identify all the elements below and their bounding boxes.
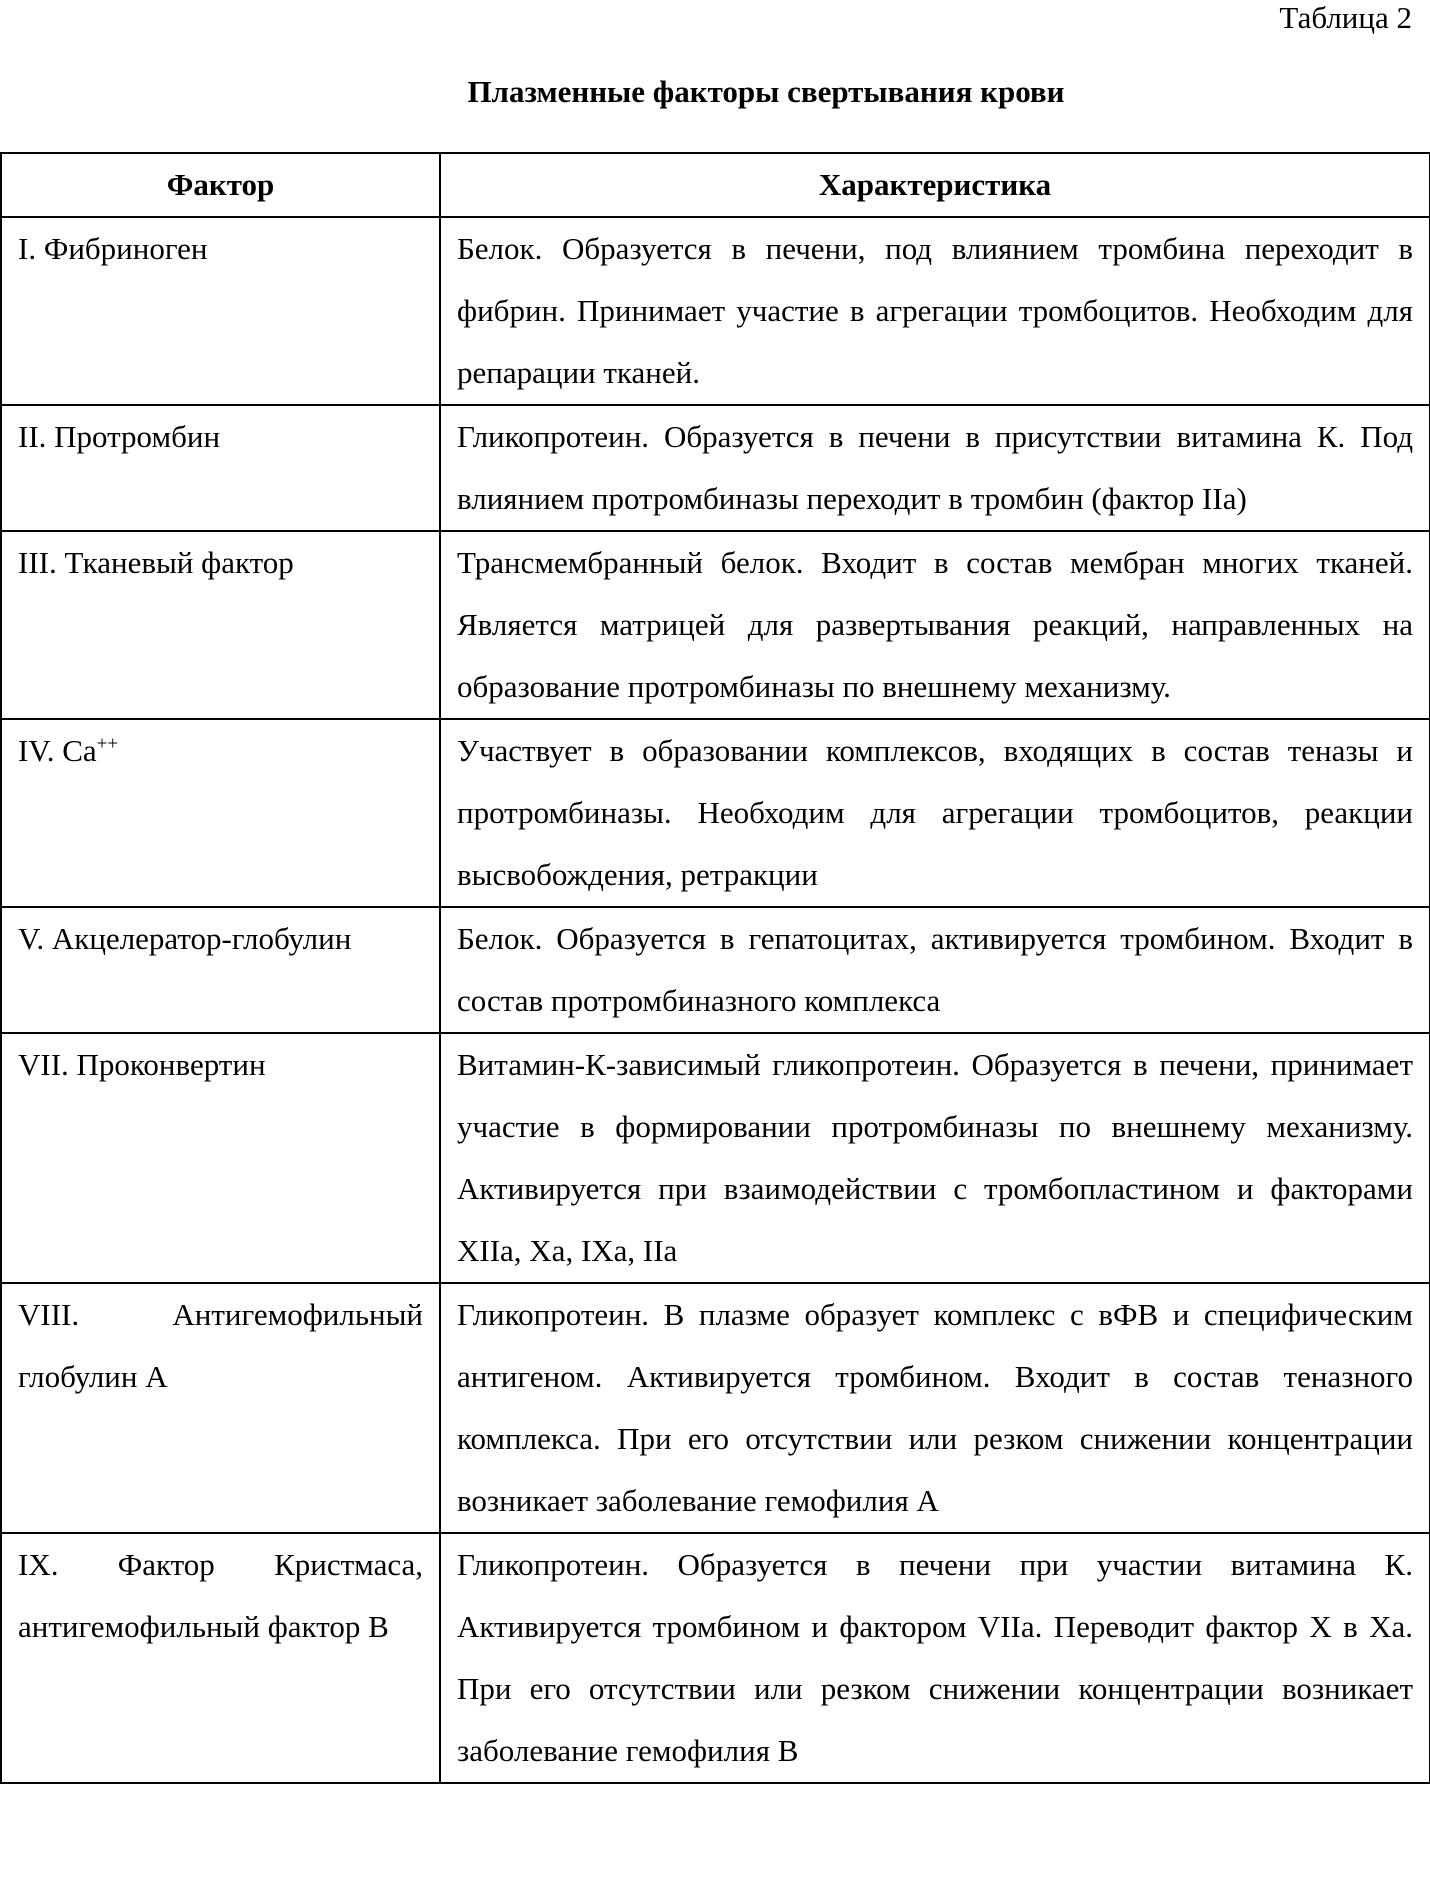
document-title: Плазменные факторы свертывания крови	[467, 74, 1065, 109]
table-number: Таблица 2	[1279, 0, 1412, 35]
header-factor: Фактор	[1, 153, 440, 217]
factor-cell	[1, 907, 440, 1033]
factor-name: I. Фибриноген	[18, 231, 208, 266]
table-header-row	[1, 153, 1430, 217]
header-characteristic: Характеристика	[440, 153, 1430, 217]
factor-name: IV. Ca	[18, 733, 97, 768]
factor-name: III. Тканевый фактор	[18, 545, 294, 580]
table-row	[1, 531, 1430, 719]
factor-cell	[1, 1533, 440, 1783]
factor-cell	[1, 719, 440, 907]
clotting-factors-table	[0, 152, 1430, 1784]
description-cell: Витамин-К-зависимый гликопротеин. Образуется в печени, принимает участие в формировании протромбиназы по внешнему механизму. Активируется при взаимодействии с тромбопластином и факторами XIIa, Xa, IXa, IIa	[440, 1033, 1430, 1283]
factor-superscript: ++	[96, 733, 119, 755]
factor-cell	[1, 531, 440, 719]
description-cell: Трансмембранный белок. Входит в состав мембран многих тканей. Является матрицей для развертывания реакций, направленных на образование протромбиназы по внешнему механизму.	[440, 531, 1430, 719]
description-cell: Гликопротеин. Образуется в печени при участии витамина К. Активируется тромбином и фактором VIIa. Переводит фактор X в Xa. При его отсутствии или резком снижении концентрации возникает заболевание гемофилия В	[440, 1533, 1430, 1783]
table-row	[1, 217, 1430, 405]
factor-name: IX. Фактор Кристмаса, антигемофильный фактор В	[18, 1547, 423, 1644]
description-cell: Белок. Образуется в печени, под влиянием тромбина переходит в фибрин. Принимает участие в агрегации тромбоцитов. Необходим для репарации тканей.	[440, 217, 1430, 405]
factor-cell	[1, 1033, 440, 1283]
table-row	[1, 719, 1430, 907]
table-row	[1, 1033, 1430, 1283]
table-row	[1, 1283, 1430, 1533]
factor-name: VIII. Антигемофильный глобулин А	[18, 1297, 423, 1394]
factor-cell	[1, 405, 440, 531]
table-row	[1, 405, 1430, 531]
factor-cell	[1, 217, 440, 405]
table-row	[1, 1533, 1430, 1783]
description-cell: Участвует в образовании комплексов, входящих в состав теназы и протромбиназы. Необходим для агрегации тромбоцитов, реакции высвобождения, ретракции	[440, 719, 1430, 907]
description-cell: Белок. Образуется в гепатоцитах, активируется тромбином. Входит в состав протромбиназного комплекса	[440, 907, 1430, 1033]
factor-name: VII. Проконвертин	[18, 1047, 266, 1082]
description-cell: Гликопротеин. Образуется в печени в присутствии витамина К. Под влиянием протромбиназы переходит в тромбин (фактор IIa)	[440, 405, 1430, 531]
factor-name: II. Протромбин	[18, 419, 221, 454]
factor-name: V. Акцелератор-глобулин	[18, 921, 352, 956]
description-cell: Гликопротеин. В плазме образует комплекс с вФВ и специфическим антигеном. Активируется тромбином. Входит в состав теназного комплекса. При его отсутствии или резком снижении концентрации возникает заболевание гемофилия А	[440, 1283, 1430, 1533]
table-row	[1, 907, 1430, 1033]
factor-cell	[1, 1283, 440, 1533]
